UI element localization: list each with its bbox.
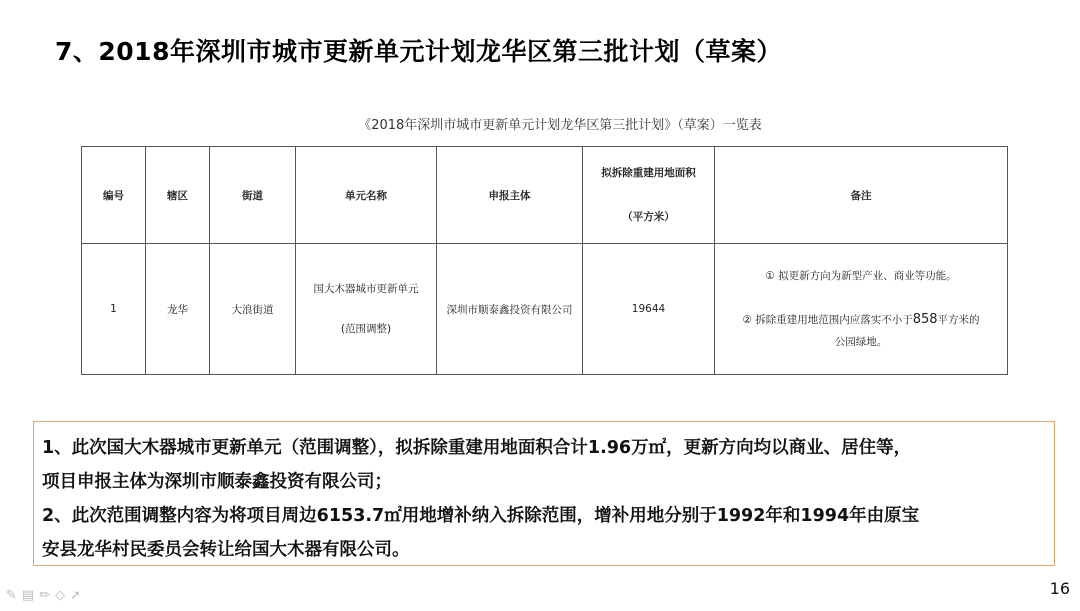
table-header-row: [82, 147, 1008, 244]
table-row: [82, 244, 1008, 375]
unit-name-line1: 国大木器城市更新单元: [313, 283, 419, 295]
slide-title: 7、2018年深圳市城市更新单元计划龙华区第三批计划（草案）: [55, 37, 782, 66]
summary-box: [33, 421, 1055, 566]
header-applicant: 申报主体: [437, 147, 583, 244]
remark-2-number: 858: [912, 312, 938, 327]
header-area-unit: （平方米）: [622, 211, 675, 223]
cell-area: 19644: [583, 244, 715, 375]
summary-line-1: 1、此次国大木器城市更新单元（范围调整），拟拆除重建用地面积合计1.96万㎡，更新方向均以商业、居住等，: [42, 438, 912, 458]
cell-no: 1: [82, 244, 146, 375]
pencil-icon[interactable]: ✏: [39, 588, 51, 603]
header-remarks: 备注: [715, 147, 1008, 244]
header-street: 街道: [210, 147, 296, 244]
header-no: 编号: [82, 147, 146, 244]
header-area: [583, 147, 715, 244]
summary-line-2: 项目申报主体为深圳市顺泰鑫投资有限公司；: [42, 472, 392, 492]
unit-name-line2: (范围调整): [340, 323, 392, 335]
cell-unit-name: [296, 244, 437, 375]
remark-2: [719, 309, 1003, 331]
remark-2-prefix: ② 拆除重建用地范围内应落实不小于: [742, 314, 913, 326]
presentation-toolbar: [6, 589, 81, 603]
pointer-icon[interactable]: ➚: [70, 588, 82, 603]
slides-icon[interactable]: ▤: [21, 588, 35, 603]
page-number: 16: [1049, 579, 1070, 598]
remark-2-suffix: 平方米的: [937, 314, 980, 326]
header-area-line1: 拟拆除重建用地面积: [601, 167, 696, 179]
cell-district: 龙华: [146, 244, 210, 375]
cell-street: 大浪街道: [210, 244, 296, 375]
remark-2-line2: 公园绿地。: [834, 336, 888, 348]
eraser-icon[interactable]: ◇: [55, 588, 66, 603]
pen-icon[interactable]: ✎: [6, 588, 17, 603]
summary-line-4: 安县龙华村民委员会转让给国大木器有限公司。: [42, 540, 410, 560]
remark-1: ① 拟更新方向为新型产业、商业等功能。: [765, 270, 957, 282]
header-unit-name: 单元名称: [296, 147, 437, 244]
renewal-plan-table: [81, 146, 1008, 375]
cell-applicant: 深圳市顺泰鑫投资有限公司: [437, 244, 583, 375]
summary-line-3: 2、此次范围调整内容为将项目周边6153.7㎡用地增补纳入拆除范围，增补用地分别于1992年和1994年由原宝: [42, 506, 920, 526]
cell-remarks: [715, 244, 1008, 375]
table-caption: 《2018年深圳市城市更新单元计划龙华区第三批计划》（草案）一览表: [358, 118, 762, 133]
header-district: 辖区: [146, 147, 210, 244]
